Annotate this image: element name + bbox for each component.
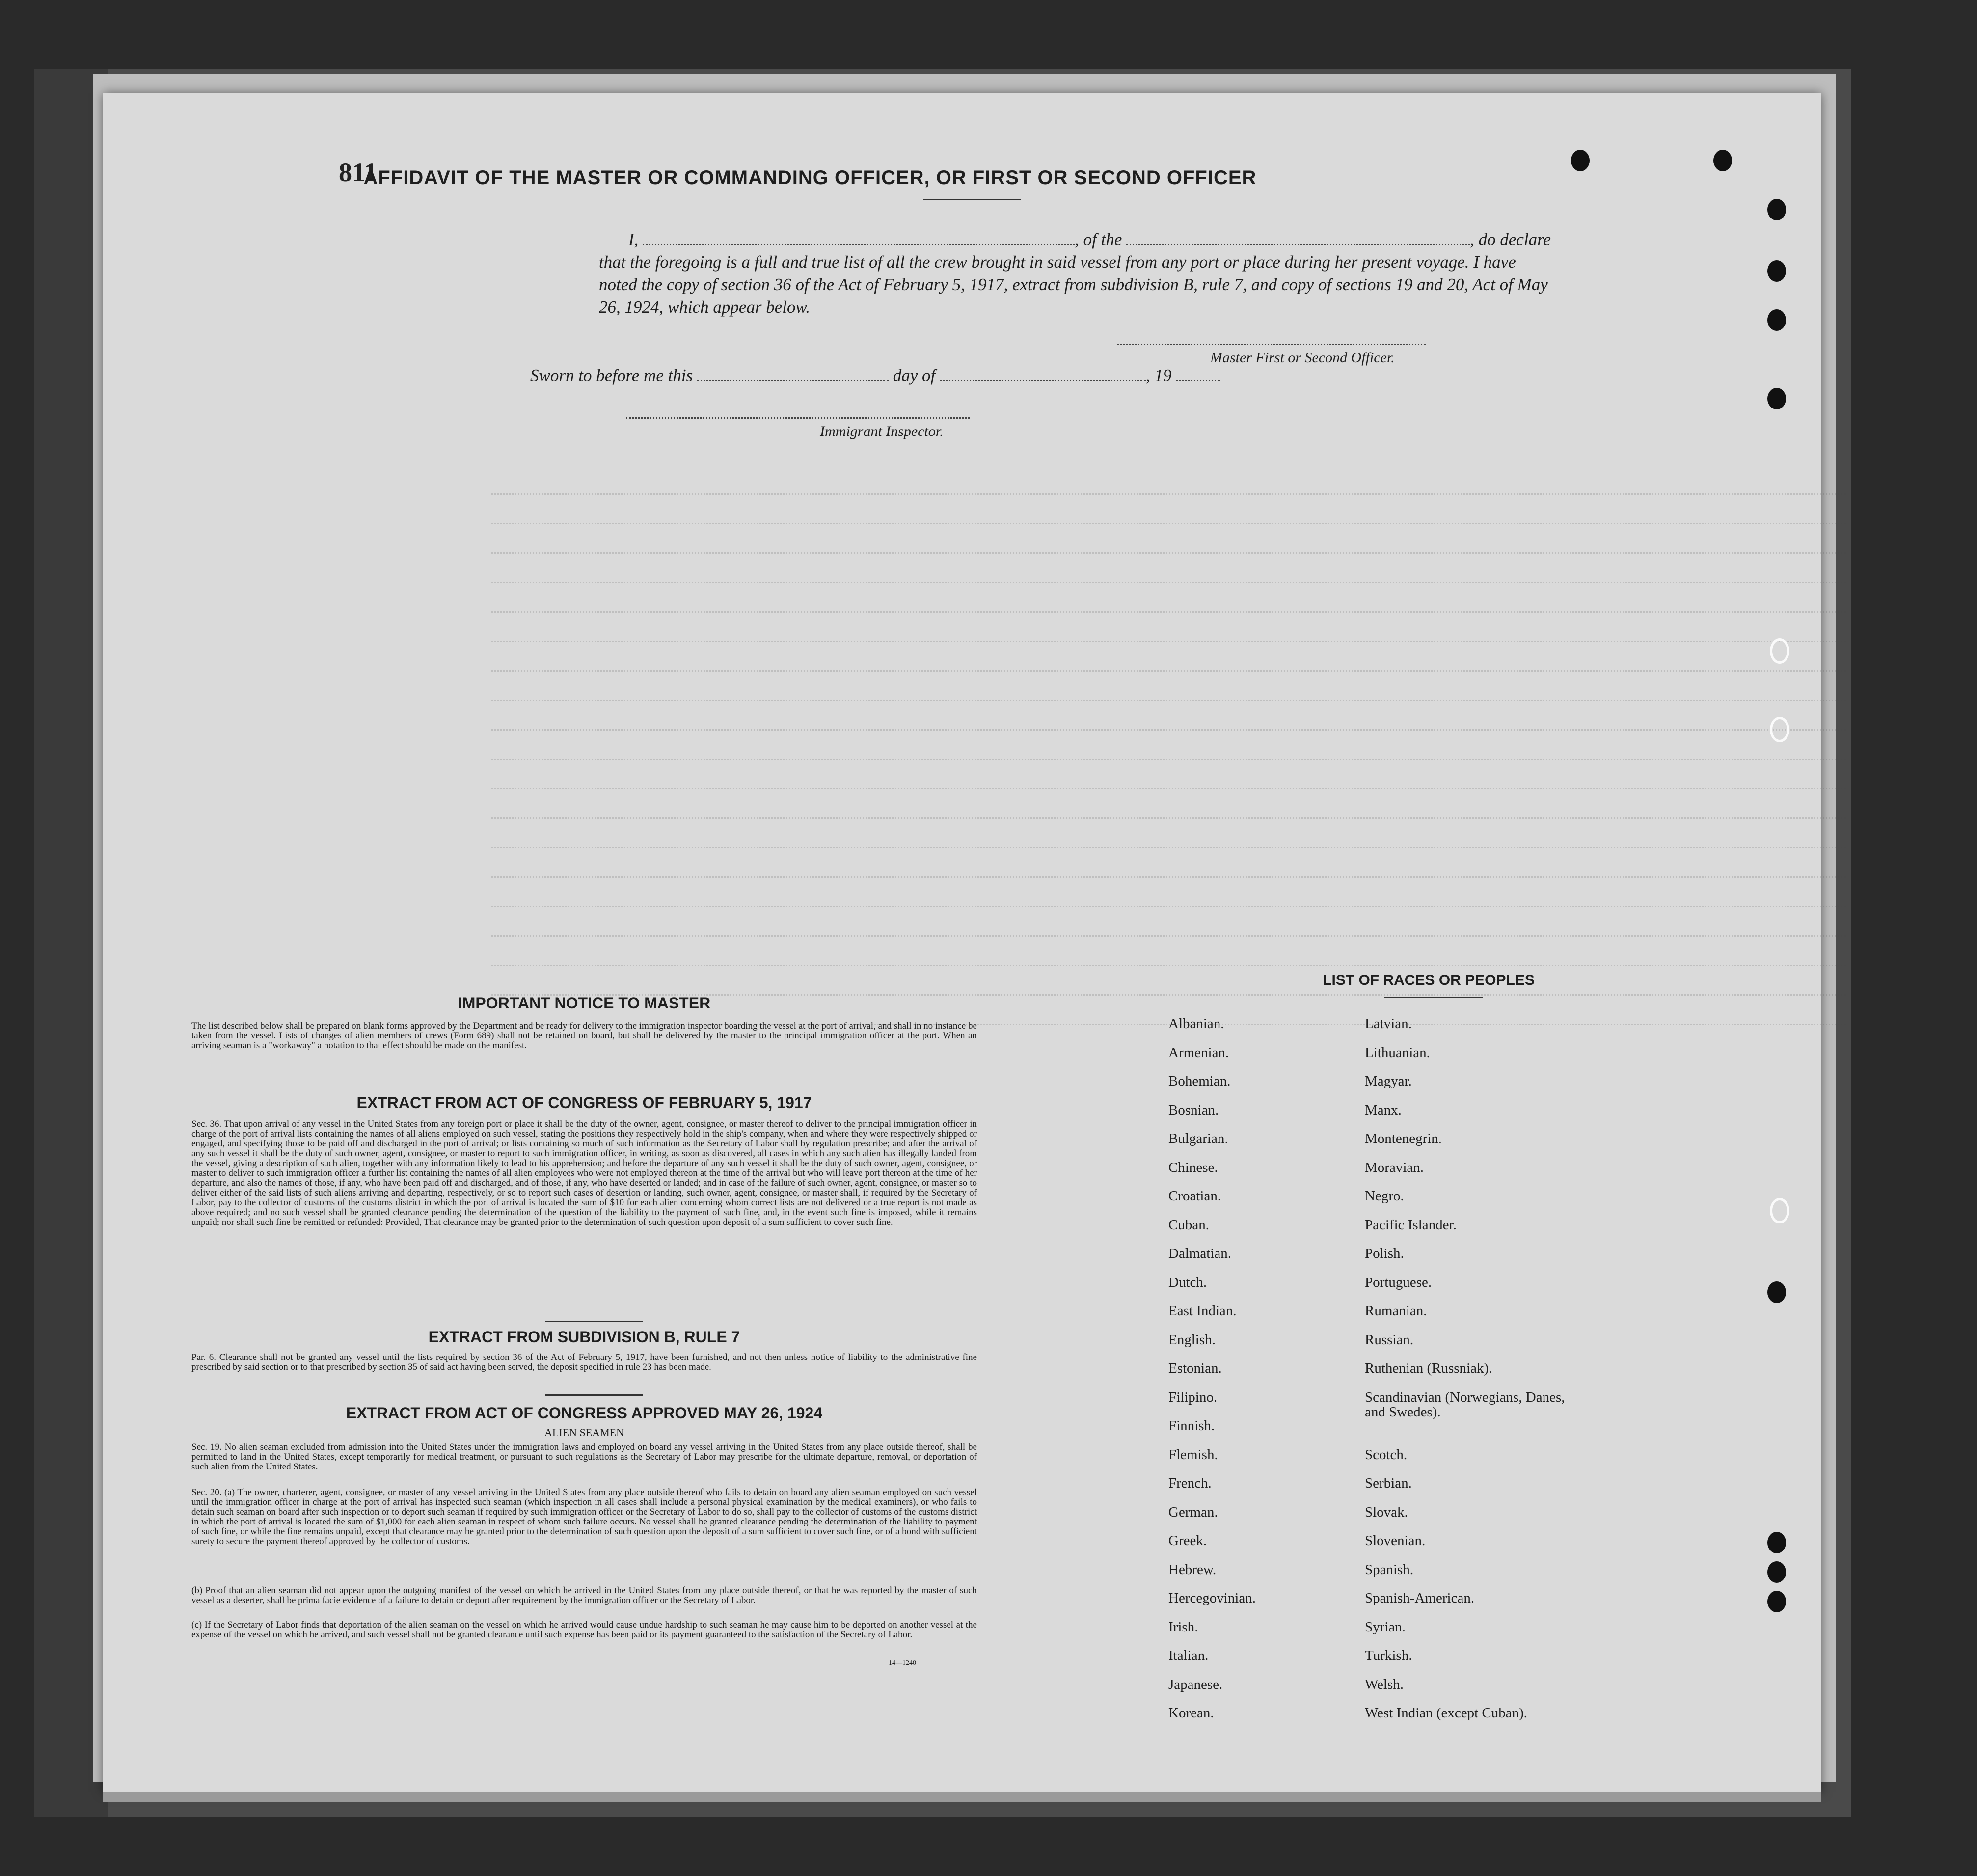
- inspector-signature-line: [626, 417, 970, 419]
- race-item: West Indian (except Cuban).: [1365, 1705, 1528, 1721]
- race-item: Portuguese.: [1365, 1274, 1432, 1290]
- race-item: Chinese.: [1168, 1159, 1218, 1175]
- affidavit-text: [599, 228, 1551, 319]
- punch-hole: [1767, 1591, 1786, 1612]
- notice-title: IMPORTANT NOTICE TO MASTER: [458, 994, 711, 1012]
- document-page: [103, 93, 1821, 1792]
- form-number: 14—1240: [889, 1659, 916, 1667]
- section-20a-text: Sec. 20. (a) The owner, charterer, agent, consignee, or master of any vessel arriving in the United States from any place outside thereof who fails to detain on board any alien seaman employed on such vessel until the immigration officer in charge at the port of arrival has inspected such seaman (which inspection in all cases shall include a personal physical examination by the medical examiners), or who fails to detain such seaman on board after such inspection or to deport such seaman if required by such immigration officer or the Secretary of Labor to do so, shall pay to the collector of customs of the customs district in which the port of arrival is located the sum of $1,000 for each alien seaman in respect of whom such failure occurs. No vessel shall be granted clearance pending the determination of the liability to payment of such fine, or while the fine remains unpaid, except that clearance may be granted prior to the determination of such question upon the deposit of a sum sufficient to cover such fine, or of a bond with sufficient surety to secure the payment thereof approved by the collector of customs.: [191, 1487, 977, 1547]
- race-item: Turkish.: [1365, 1648, 1412, 1663]
- extract-1924-title: EXTRACT FROM ACT OF CONGRESS APPROVED MAY 26, 1924: [346, 1404, 823, 1422]
- punch-hole: [1767, 1532, 1786, 1553]
- extract-1917-title: EXTRACT FROM ACT OF CONGRESS OF FEBRUARY 5, 1917: [356, 1094, 812, 1112]
- race-item: Dutch.: [1168, 1274, 1207, 1290]
- affidavit-body: that the foregoing is a full and true list of all the crew brought in said vessel from any port or place during her present voyage. I have noted the copy of section 36 of the Act of February 5, 1917, extract from subdivision B, rule 7, and copy of sections 19 and 20, Act of May 26, 1924, which appear below.: [599, 252, 1548, 317]
- extract-rule7-title: EXTRACT FROM SUBDIVISION B, RULE 7: [428, 1328, 740, 1346]
- races-title: LIST OF RACES OR PEOPLES: [1323, 972, 1535, 988]
- affidavit-line-1: I, , of the , do declare: [628, 230, 1551, 249]
- divider: [545, 1321, 643, 1322]
- binder-ring: [1770, 717, 1789, 742]
- race-item: Magyar.: [1365, 1073, 1412, 1089]
- binder-bottom-edge: [103, 1792, 1821, 1802]
- race-item: Russian.: [1365, 1332, 1414, 1348]
- punch-hole: [1767, 388, 1786, 409]
- race-item: Irish.: [1168, 1619, 1198, 1635]
- race-item: East Indian.: [1168, 1303, 1237, 1319]
- sworn-line: Sworn to before me this day of , 19: [530, 366, 1220, 385]
- race-item: Syrian.: [1365, 1619, 1406, 1635]
- race-item: Rumanian.: [1365, 1303, 1427, 1319]
- section-19-text: Sec. 19. No alien seaman excluded from admission into the United States under the immigration laws and employed on board any vessel arriving in the United States from any place outside thereof, shall be permitted to land in the United States, except temporarily for medical treatment, or pursuant to such regulations as the Secretary of Labor may prescribe for the ultimate departure, removal, or deportation of such alien from the United States.: [191, 1442, 977, 1472]
- race-item: Latvian.: [1365, 1016, 1412, 1032]
- race-item: Finnish.: [1168, 1418, 1215, 1434]
- race-item: Bosnian.: [1168, 1102, 1219, 1118]
- race-item: Scotch.: [1365, 1446, 1408, 1463]
- race-item: Scandinavian (Norwegians, Danes, and Swedes).: [1365, 1389, 1565, 1420]
- divider: [545, 1394, 643, 1396]
- race-item: Manx.: [1365, 1102, 1402, 1118]
- race-item: Moravian.: [1365, 1159, 1424, 1175]
- punch-hole: [1767, 309, 1786, 331]
- races-divider: [1384, 997, 1483, 998]
- master-signature-label: Master First or Second Officer.: [1210, 350, 1395, 366]
- race-item: Japanese.: [1168, 1676, 1223, 1692]
- race-item: Montenegrin.: [1365, 1131, 1442, 1146]
- section-20c-text: (c) If the Secretary of Labor finds that deportation of the alien seaman on the vessel on which he arrived would cause undue hardship to such seaman he may cause him to be deported on another vessel at the expense of the vessel on which he arrived, and such vessel shall not be granted clearance until such expense has been paid or its payment guaranteed to the satisfaction of the Secretary of Labor.: [191, 1620, 977, 1640]
- race-item: Spanish-American.: [1365, 1590, 1475, 1606]
- notice-text: The list described below shall be prepared on blank forms approved by the Department and be ready for delivery to the immigration inspector boarding the vessel at the port of arrival, and shall in no instance be taken from the vessel. Lists of changes of alien members of crews (Form 689) shall not be retained on board, but shall be delivered by the master to the principal immigration officer at the port. When an arriving seaman is a "workaway" a notation to that effect should be made on the manifest.: [191, 1021, 977, 1051]
- race-item: English.: [1168, 1332, 1216, 1348]
- page-number: 811: [339, 158, 378, 187]
- race-item: Cuban.: [1168, 1217, 1209, 1233]
- alien-seamen-subtitle: ALIEN SEAMEN: [544, 1426, 624, 1439]
- race-item: Hercegovinian.: [1168, 1590, 1256, 1606]
- title-divider: [923, 199, 1021, 200]
- section-20b-text: (b) Proof that an alien seaman did not appear upon the outgoing manifest of the vessel on which he arrived in the United States from any place outside thereof, or that he was reported by the master of such vessel as a deserter, shall be prima facie evidence of a failure to detain or deport after requirement by the immigration officer or the Secretary of Labor.: [191, 1585, 977, 1605]
- punch-hole: [1767, 1561, 1786, 1583]
- race-item: Serbian.: [1365, 1475, 1412, 1491]
- race-item: Estonian.: [1168, 1360, 1222, 1376]
- race-item: Slovak.: [1365, 1504, 1408, 1520]
- punch-hole: [1713, 150, 1732, 171]
- race-item: Negro.: [1365, 1188, 1404, 1204]
- race-item: Bohemian.: [1168, 1073, 1231, 1089]
- extract-rule7-text: Par. 6. Clearance shall not be granted any vessel until the lists required by section 36 of the Act of February 5, 1917, have been furnished, and not then unless notice of liability to the administrative fine prescribed by said section or to that prescribed by section 35 of said act having been served, the deposit specified in rule 23 has been made.: [191, 1352, 977, 1372]
- race-item: Pacific Islander.: [1365, 1217, 1457, 1233]
- race-item: Korean.: [1168, 1705, 1214, 1721]
- punch-hole: [1571, 150, 1590, 171]
- race-item: Lithuanian.: [1365, 1044, 1430, 1060]
- extract-1917-text: Sec. 36. That upon arrival of any vessel in the United States from any foreign port or place it shall be the duty of the owner, agent, consignee, or master thereof to deliver to the principal immigration officer in charge of the port of arrival lists containing the names of all aliens employed on such vessel, stating the positions they respectively hold in the ship's company, when and where they were respectively shipped or engaged, and specifying those to be paid off and discharged in the port of arrival; or lists containing so much of such information as the Secretary of Labor shall by regulation prescribe; and after the arrival of any such vessel it shall be the duty of such owner, agent, consignee, or master to report to such immigration officer, in writing, as soon as discovered, all cases in which any such alien has illegally landed from the vessel, giving a description of such alien, together with any information likely to lead to his apprehension; and before the departure of any such vessel it shall be the duty of such owner, agent, consignee, or master to deliver to such immigration officer a further list containing the names of all alien employees who were not employed thereon at the time of the arrival but who will leave port thereon at the time of her departure, and also the names of those, if any, who have been paid off and discharged, and of those, if any, who have deserted or landed; and in case of the failure of such owner, agent, consignee, or master so to deliver either of the said lists of such aliens arriving and departing, respectively, or so to report such cases of desertion or landing, such owner, agent, consignee, or master shall, if required by the Secretary of Labor, pay to the collector of customs of the customs district in which the port of arrival is located the sum of $10 for each alien concerning whom correct lists are not delivered or a true report is not made as above required; and no such vessel shall be granted clearance pending the determination of the question of the liability to the payment of such fine, and, in the event such fine is imposed, while it remains unpaid; nor shall such fine be remitted or refunded: Provided, That clearance may be granted prior to the determination of such question upon deposit of a sum sufficient to cover such fine.: [191, 1119, 977, 1227]
- punch-hole: [1767, 1281, 1786, 1303]
- punch-hole: [1767, 260, 1786, 282]
- race-item: Dalmatian.: [1168, 1246, 1232, 1261]
- master-signature-line: [1117, 344, 1426, 345]
- race-item: Polish.: [1365, 1246, 1404, 1261]
- race-item: Italian.: [1168, 1648, 1209, 1663]
- races-column-2: [1365, 1016, 1576, 1735]
- race-item: Albanian.: [1168, 1016, 1224, 1032]
- punch-hole: [1767, 199, 1786, 220]
- race-item: Croatian.: [1168, 1188, 1221, 1204]
- race-item: Greek.: [1168, 1533, 1207, 1549]
- inspector-signature-label: Immigrant Inspector.: [820, 423, 944, 439]
- race-item: Slovenian.: [1365, 1533, 1426, 1549]
- binder-ring: [1770, 638, 1789, 664]
- race-item: German.: [1168, 1504, 1218, 1520]
- binder-ring: [1770, 1198, 1789, 1223]
- race-item: Flemish.: [1168, 1446, 1218, 1463]
- race-item: Bulgarian.: [1168, 1131, 1228, 1146]
- affidavit-title: AFFIDAVIT OF THE MASTER OR COMMANDING OFFICER, OR FIRST OR SECOND OFFICER: [363, 167, 1257, 189]
- race-item: Welsh.: [1365, 1676, 1404, 1692]
- race-item: Spanish.: [1365, 1561, 1414, 1577]
- race-item: French.: [1168, 1475, 1212, 1491]
- race-item: Ruthenian (Russniak).: [1365, 1360, 1492, 1376]
- race-item: Armenian.: [1168, 1044, 1229, 1060]
- race-item: Filipino.: [1168, 1389, 1218, 1405]
- races-column-1: [1168, 1016, 1355, 1735]
- race-item: Hebrew.: [1168, 1561, 1217, 1577]
